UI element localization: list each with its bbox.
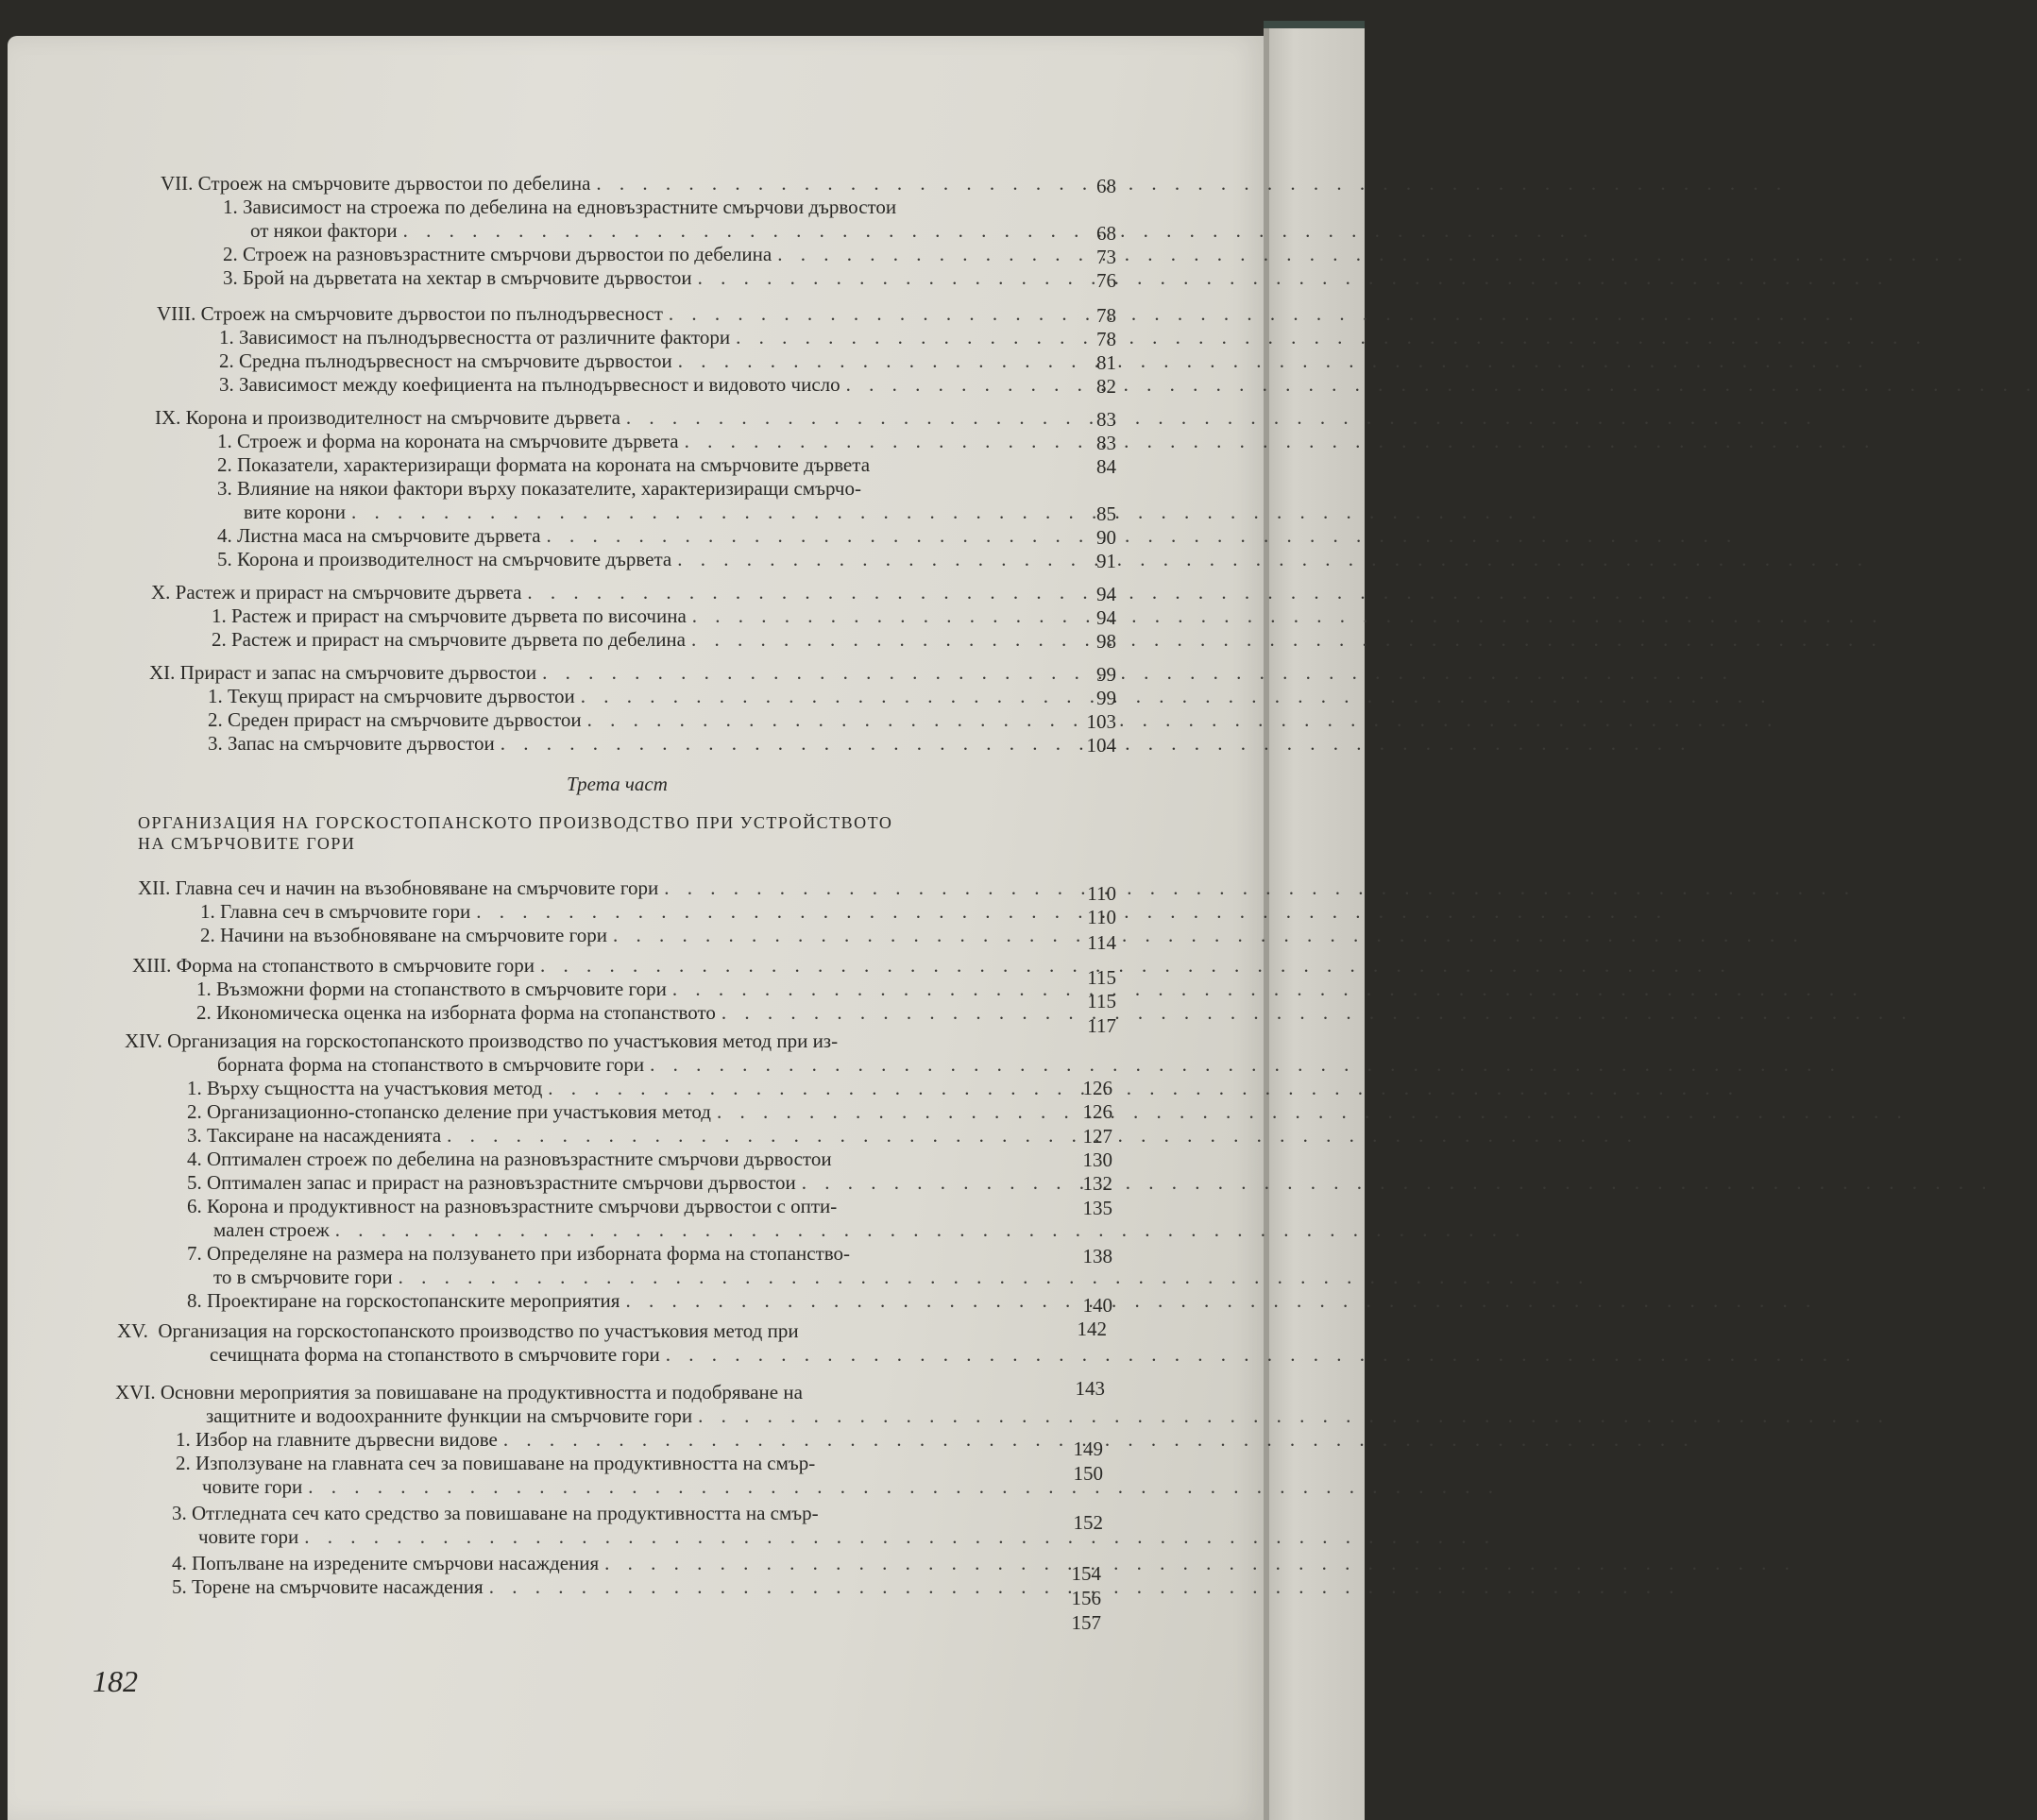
toc-entry-continuation: мален строеж . . .: [213, 1218, 1044, 1241]
page-number: 182: [93, 1664, 138, 1698]
toc-entry: 1. Възможни форми на стопанството в смърчовите гори . . .: [196, 978, 1044, 1000]
toc-page-number: 84: [1096, 455, 1116, 478]
toc-page-number: 103: [1086, 710, 1116, 733]
toc-entry-continuation: сечищната форма на стопанството в смърчовите гори . . .: [210, 1343, 1035, 1366]
toc-page-number: 78: [1096, 304, 1116, 327]
toc-entry: 2. Средна пълнодървесност на смърчовите дървостои . . .: [219, 349, 1050, 372]
toc-page-number: 115: [1087, 990, 1116, 1012]
toc-entry: 1. Растеж и прираст на смърчовите дървета по височина . . .: [212, 604, 1050, 627]
toc-page-number: 138: [1082, 1245, 1112, 1267]
toc-page-number: 126: [1082, 1077, 1112, 1099]
toc-page-number: 152: [1073, 1511, 1103, 1534]
toc-entry-chapter: XV. Организация на горскостопанското производство по участъковия метод при: [117, 1319, 799, 1342]
toc-entry-chapter: XII. Главна сеч и начин на възобновяване на смърчовите гори . . .: [138, 876, 1044, 899]
toc-page-number: 143: [1075, 1377, 1105, 1400]
toc-entry: 4. Оптимален строеж по дебелина на разновъзрастните смърчови дървостои: [187, 1148, 832, 1170]
part-title: Трета част: [567, 773, 668, 795]
toc-entry: 2. Показатели, характеризиращи формата на короната на смърчовите дървета: [217, 453, 871, 476]
toc-page-number: 90: [1096, 526, 1116, 549]
toc-page-number: 99: [1096, 663, 1116, 686]
toc-page-number: 157: [1071, 1611, 1101, 1634]
toc-page-number: 140: [1082, 1294, 1112, 1317]
toc-page-number: 150: [1073, 1462, 1103, 1485]
toc-entry: 3. Отгледната сеч като средство за повишаване на продуктивността на смър-: [172, 1502, 819, 1524]
toc-entry: 2. Строеж на разновъзрастните смърчови дървостои по дебелина . . .: [223, 243, 1050, 265]
toc-entry: 5. Корона и производителност на смърчовите дървета . . .: [217, 548, 1050, 570]
toc-entry: 2. Използуване на главната сеч за повишаване на продуктивността на смър-: [176, 1452, 816, 1474]
toc-page-number: 110: [1087, 906, 1116, 928]
toc-entry-continuation: вите корони . . .: [244, 501, 1050, 523]
toc-page-number: 85: [1096, 502, 1116, 525]
toc-entry: 2. Растеж и прираст на смърчовите дървета по дебелина . . .: [212, 628, 1050, 651]
toc-page-number: 149: [1073, 1437, 1103, 1460]
toc-entry: 4. Листна маса на смърчовите дървета . . .: [217, 524, 1050, 547]
toc-entry: 3. Брой на дърветата на хектар в смърчовите дървостои . . .: [223, 266, 1050, 289]
toc-page-number: 91: [1096, 550, 1116, 572]
toc-entry: 2. Икономическа оценка на изборната форма на стопанството . . .: [196, 1001, 1044, 1024]
toc-entry-chapter: VIII. Строеж на смърчовите дървостои по пълнодървесност . . .: [157, 302, 1050, 325]
toc-entry: 1. Върху същността на участъковия метод . . .: [187, 1077, 1044, 1099]
toc-page-number: 94: [1096, 606, 1116, 629]
toc-entry: 1. Зависимост на строежа по дебелина на едновъзрастните смърчови дървостои: [223, 196, 897, 218]
toc-entry: 2. Организационно-стопанско деление при участъковия метод . . .: [187, 1100, 1044, 1123]
toc-page-number: 127: [1082, 1125, 1112, 1148]
toc-page-number: 99: [1096, 687, 1116, 709]
toc-page-number: 110: [1087, 882, 1116, 905]
toc-page-number: 73: [1096, 246, 1116, 268]
toc-entry-continuation: то в смърчовите гори . . .: [213, 1266, 1044, 1288]
toc-entry: 8. Проектиране на горскостопанските мероприятия . . .: [187, 1289, 1044, 1312]
toc-page-number: 81: [1096, 351, 1116, 374]
toc-page-number: 104: [1086, 734, 1116, 757]
toc-entry: 5. Оптимален запас и прираст на разновъзрастните смърчови дървостои . . .: [187, 1171, 1044, 1194]
toc-entry: 1. Зависимост на пълнодървесността от различните фактори . . .: [219, 326, 1050, 349]
toc-page-number: 135: [1082, 1197, 1112, 1219]
toc-page-number: 117: [1087, 1014, 1116, 1037]
toc-entry-chapter: XVI. Основни мероприятия за повишаване на продуктивността и подобряване на: [115, 1381, 803, 1403]
toc-page-number: 68: [1096, 175, 1116, 197]
toc-entry: 1. Текущ прираст на смърчовите дървостои . . .: [208, 685, 1050, 707]
toc-page-number: 94: [1096, 583, 1116, 605]
toc-entry-continuation: борната форма на стопанството в смърчовите гори . . .: [217, 1053, 1044, 1076]
section-heading: НА СМЪРЧОВИТЕ ГОРИ: [138, 834, 356, 853]
toc-page-number: 83: [1096, 408, 1116, 431]
toc-page-number: 76: [1096, 269, 1116, 292]
toc-entry: 6. Корона и продуктивност на разновъзрастните смърчови дървостои с опти-: [187, 1195, 838, 1217]
toc-entry-continuation: човите гори . . .: [198, 1525, 1035, 1548]
toc-page-number: 115: [1087, 966, 1116, 989]
toc-page-number: 83: [1096, 432, 1116, 454]
toc-entry: 3. Запас на смърчовите дървостои . . .: [208, 732, 1050, 755]
toc-entry: 5. Торене на смърчовите насаждения . . .: [172, 1575, 1035, 1598]
toc-page-number: 98: [1096, 630, 1116, 653]
toc-entry-continuation: човите гори . . .: [202, 1475, 1035, 1498]
toc-page-number: 82: [1096, 375, 1116, 398]
toc-entry: 1. Строеж и форма на короната на смърчовите дървета . . .: [217, 430, 1050, 452]
toc-entry-chapter: XIII. Форма на стопанството в смърчовите гори . . .: [132, 954, 1044, 977]
toc-entry: 3. Влияние на някои фактори върху показателите, характеризиращи смърчо-: [217, 477, 861, 500]
toc-page-number: 142: [1077, 1318, 1107, 1340]
toc-entry: 4. Попълване на изредените смърчови насаждения . . .: [172, 1552, 1035, 1574]
section-heading: ОРГАНИЗАЦИЯ НА ГОРСКОСТОПАНСКОТО ПРОИЗВОДСТВО ПРИ УСТРОЙСТВОТО: [138, 813, 893, 832]
toc-page-number: 130: [1082, 1148, 1112, 1171]
toc-entry: 3. Таксиране на насажденията . . .: [187, 1124, 1044, 1147]
toc-entry: 1. Избор на главните дървесни видове . . .: [176, 1428, 1035, 1451]
toc-entry: 7. Определяне на размера на ползуването при изборната форма на стопанство-: [187, 1242, 851, 1265]
toc-page-number: 132: [1082, 1172, 1112, 1195]
toc-entry-continuation: защитните и водоохранните функции на смърчовите гори . . .: [206, 1404, 1035, 1427]
toc-entry: 3. Зависимост между коефициента на пълнодървесност и видовото число . . .: [219, 373, 1050, 396]
toc-page-number: 156: [1071, 1587, 1101, 1609]
toc-page-number: 154: [1071, 1562, 1101, 1585]
toc-page-number: 114: [1087, 931, 1116, 954]
toc-entry-chapter: XI. Прираст и запас на смърчовите дървостои . . .: [149, 661, 1050, 684]
toc-entry-chapter: IX. Корона и производителност на смърчовите дървета . . .: [155, 406, 1050, 429]
toc-page-number: 78: [1096, 328, 1116, 350]
toc-entry-chapter: X. Растеж и прираст на смърчовите дървета . . .: [151, 581, 1050, 604]
toc-entry: 2. Начини на възобновяване на смърчовите гори . . .: [200, 924, 1044, 946]
toc-entry-chapter: XIV. Организация на горскостопанското производство по участъковия метод при из-: [125, 1029, 839, 1052]
toc-entry: 2. Среден прираст на смърчовите дървостои . . .: [208, 708, 1050, 731]
toc-page-number: 68: [1096, 222, 1116, 245]
toc-entry-chapter: VII. Строеж на смърчовите дървостои по дебелина . . .: [161, 172, 1048, 195]
toc-entry: 1. Главна сеч в смърчовите гори . . .: [200, 900, 1044, 923]
toc-entry-continuation: от някои фактори . . .: [250, 219, 1050, 242]
toc-page-number: 126: [1082, 1100, 1112, 1123]
